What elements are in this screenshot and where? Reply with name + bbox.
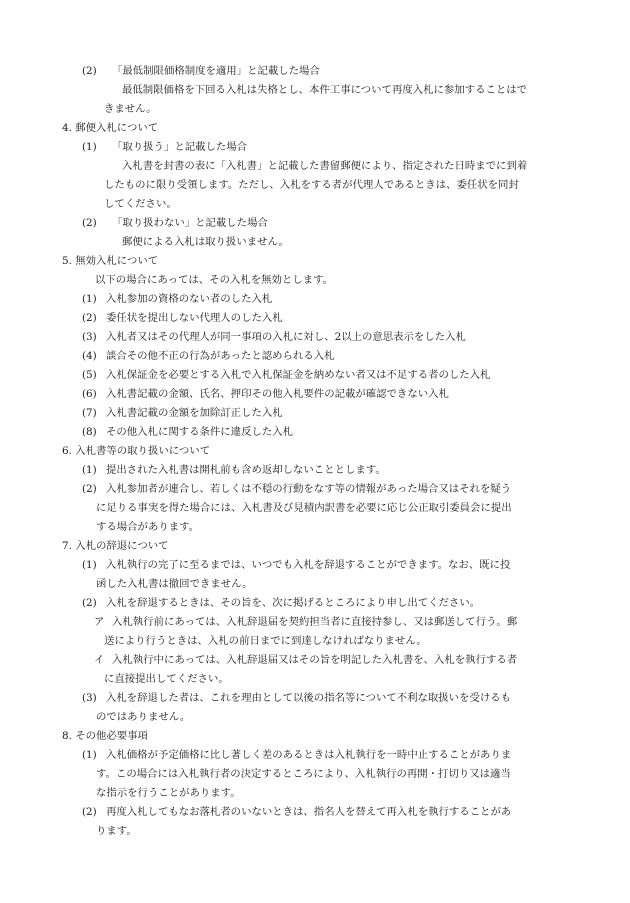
section-8-heading: 8. その他必要事項 bbox=[62, 730, 148, 742]
list-item: (2) 入札を辞退するときは、その旨を、次に掲げるところにより申し出てください。 bbox=[82, 597, 481, 609]
item-number: (2) bbox=[82, 65, 97, 77]
item-number: (1) bbox=[82, 559, 97, 571]
list-item: (1) 入札価格が予定価格に比し著しく差のあるときは入札執行を一時中止することがありま bbox=[82, 749, 512, 761]
section-4-heading: 4. 郵便入札について bbox=[62, 122, 159, 134]
item-4-1-title: (1) 「取り扱う」と記載した場合 bbox=[82, 141, 248, 153]
continuation-line: 函した入札書は撤回できません。 bbox=[96, 578, 253, 590]
item-4-2-body-line: 郵便による入札は取り扱いません。 bbox=[122, 236, 289, 248]
item-4-1-body-line: してください。 bbox=[104, 198, 177, 210]
continuation-line: な指示を行うことがあります。 bbox=[96, 787, 241, 799]
section-5-intro: 以下の場合にあっては、その入札を無効とします。 bbox=[95, 274, 334, 286]
sub-item-marker: ア bbox=[94, 616, 105, 628]
section-7-heading: 7. 入札の辞退について bbox=[62, 540, 169, 552]
item-4-1-body-line: したものに限り受領します。ただし、入札をする者が代理人であるときは、委任状を同封 bbox=[104, 179, 519, 191]
item-number: (7) bbox=[82, 407, 97, 419]
sub-item-i: イ 入札執行中にあっては、入札辞退届又はその旨を明記した入札書を、入札を執行する者 bbox=[94, 654, 518, 666]
list-item: (5) 入札保証金を必要とする入札で入札保証金を納めない者又は不足する者のした入札 bbox=[82, 369, 491, 381]
item-4-1-body-line: 入札書を封書の表に「入札書」と記載した書留郵便により、指定された日時までに到着 bbox=[122, 160, 528, 172]
item-number: (2) bbox=[82, 217, 97, 229]
list-item: (4) 談合その他不正の行為があったと認められる入札 bbox=[82, 350, 335, 362]
item-number: (6) bbox=[82, 388, 97, 400]
continuation-line: に直接提出してください。 bbox=[104, 673, 229, 685]
list-item: (6) 入札書記載の金額、氏名、押印その他入札要件の記載が確認できない入札 bbox=[82, 388, 449, 400]
list-item: (2) 委任状を提出しない代理人のした入札 bbox=[82, 312, 283, 324]
list-item: (1) 入札参加の資格のない者のした入札 bbox=[82, 293, 273, 305]
item-number: (1) bbox=[82, 464, 97, 476]
item-4-2-title: (2) 「取り扱わない」と記載した場合 bbox=[82, 217, 268, 229]
sub-item-a: ア 入札執行前にあっては、入札辞退届を契約担当者に直接持参し、又は郵送して行う。郵 bbox=[94, 616, 518, 628]
item-3-2-title: (2) 「最低制限価格制度を適用」と記載した場合 bbox=[82, 65, 320, 77]
item-3-2-body-line: 最低制限価格を下回る入札は失格とし、本件工事について再度入札に参加することはで bbox=[122, 84, 528, 96]
item-number: (2) bbox=[82, 597, 97, 609]
list-item: (1) 入札執行の完了に至るまでは、いつでも入札を辞退することができます。なお、既に投 bbox=[82, 559, 511, 571]
item-number: (1) bbox=[82, 749, 97, 761]
item-number: (1) bbox=[82, 293, 97, 305]
item-number: (3) bbox=[82, 331, 97, 343]
continuation-line: のではありません。 bbox=[96, 711, 191, 723]
item-number: (1) bbox=[82, 141, 97, 153]
continuation-line: 送により行うときは、入札の前日までに到達しなければなりません。 bbox=[104, 635, 427, 647]
item-number: (3) bbox=[82, 692, 97, 704]
item-number: (4) bbox=[82, 350, 97, 362]
item-number: (2) bbox=[82, 806, 97, 818]
continuation-line: ります。 bbox=[96, 825, 137, 837]
item-3-2-body-line: きません。 bbox=[104, 103, 157, 115]
list-item: (7) 入札書記載の金額を加除訂正した入札 bbox=[82, 407, 283, 419]
continuation-line: す。この場合には入札執行者の決定するところにより、入札執行の再開・打切り又は適当 bbox=[96, 768, 511, 780]
item-number: (8) bbox=[82, 426, 97, 438]
list-item: (3) 入札を辞退した者は、これを理由として以後の指名等について不利な取扱いを受けるも bbox=[82, 692, 512, 704]
continuation-line: する場合があります。 bbox=[96, 521, 200, 533]
item-number: (5) bbox=[82, 369, 97, 381]
item-number: (2) bbox=[82, 483, 97, 495]
continuation-line: に足りる事実を得た場合には、入札書及び見積内訳書を必要に応じ公正取引委員会に提出 bbox=[96, 502, 512, 514]
item-number: (2) bbox=[82, 312, 97, 324]
list-item: (2) 入札参加者が連合し、若しくは不穏の行動をなす等の情報があった場合又はそれを疑う bbox=[82, 483, 512, 495]
list-item: (1) 提出された入札書は開札前も含め返却しないこととします。 bbox=[82, 464, 386, 476]
list-item: (3) 入札者又はその代理人が同一事項の入札に対し、2以上の意思表示をした入札 bbox=[82, 331, 466, 343]
sub-item-marker: イ bbox=[94, 654, 105, 666]
section-6-heading: 6. 入札書等の取り扱いについて bbox=[62, 445, 211, 457]
list-item: (2) 再度入札してもなお落札者のいないときは、指名人を替えて再入札を執行することがあ bbox=[82, 806, 512, 818]
section-5-heading: 5. 無効入札について bbox=[62, 255, 159, 267]
list-item: (8) その他入札に関する条件に違反した入札 bbox=[82, 426, 294, 438]
